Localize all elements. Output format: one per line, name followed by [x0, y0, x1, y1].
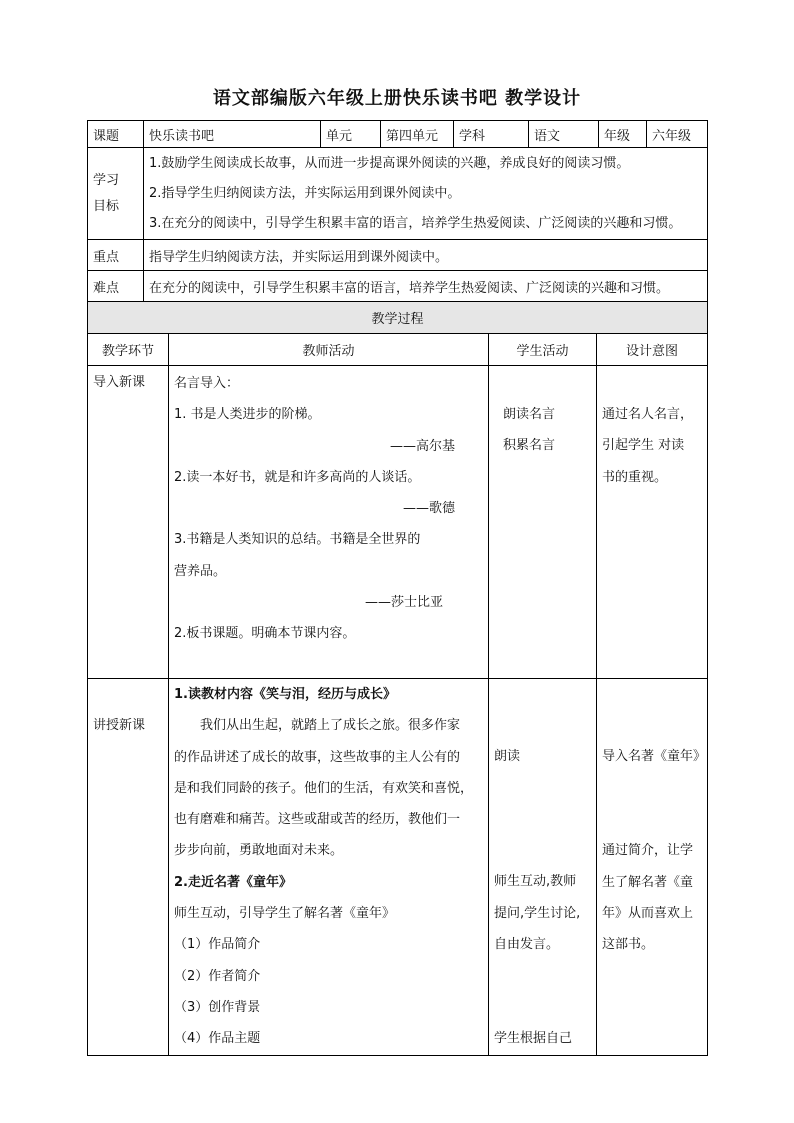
objective-item: 3.在充分的阅读中，引导学生积累丰富的语言，培养学生热爱阅读、广泛阅读的兴趣和习惯。	[149, 215, 682, 231]
text-line: 名言导入：	[174, 376, 240, 391]
quote-author: ——高尔基	[389, 438, 455, 454]
text-line: 积累名言	[503, 438, 556, 454]
text-line: 引起学生 对读	[602, 438, 685, 454]
lecture-teacher	[169, 679, 489, 1056]
section-heading: 1.读教材内容《笑与泪，经历与成长》	[174, 687, 396, 702]
topic-value: 快乐读书吧	[144, 121, 321, 148]
column-student: 学生活动	[489, 334, 597, 366]
text-line: 年》从而喜欢上	[602, 905, 694, 921]
text-line: 也有磨难和痛苦。这些或甜或苦的经历，教他们一	[174, 812, 461, 828]
text-line: 营养品。	[174, 563, 227, 579]
key-point-text: 指导学生归纳阅读方法，并实际运用到课外阅读中。	[144, 240, 708, 271]
quote-author: ——歌德	[402, 501, 455, 517]
intro-teacher	[169, 366, 489, 679]
spacer	[494, 772, 591, 866]
header-info-table	[87, 120, 708, 302]
lesson-plan-table	[87, 120, 707, 1056]
text-line: 通过名人名言，	[602, 407, 694, 422]
objectives-label-line1: 学习	[93, 172, 120, 188]
objective-item: 2.指导学生归纳阅读方法，并实际运用到课外阅读中。	[149, 185, 461, 201]
unit-label: 单元	[321, 121, 381, 148]
text-line: 师生互动，引导学生了解名著《童年》	[174, 906, 396, 922]
text-line: 2.板书课题。明确本节课内容。	[174, 626, 356, 642]
text-line: 导入名著《童年》	[602, 749, 707, 764]
grade-label: 年级	[599, 121, 647, 148]
text-line: （1）作品简介	[174, 937, 261, 953]
spacer	[494, 960, 591, 1023]
topic-label: 课题	[88, 121, 144, 148]
column-stage: 教学环节	[88, 334, 169, 366]
text-line: 3.书籍是人类知识的总结。书籍是全世界的	[174, 532, 421, 548]
lecture-stage-label: 讲授新课	[93, 718, 146, 733]
text-line: 师生互动,教师	[494, 874, 577, 890]
text-line: 1. 书是人类进步的阶梯。	[174, 407, 321, 423]
objectives-list	[144, 148, 708, 240]
quote-author: ——莎士比亚	[364, 595, 443, 611]
key-point-label: 重点	[88, 240, 144, 271]
intro-intent	[597, 366, 708, 679]
difficulty-label: 难点	[88, 271, 144, 302]
text-line: 学生根据自己	[494, 1031, 573, 1047]
text-line: 自由发言。	[494, 936, 560, 952]
text-line: （4）作品主题	[174, 1031, 261, 1047]
lecture-student	[489, 679, 597, 1056]
text-line: 生了解名著《童	[602, 874, 694, 890]
column-teacher: 教师活动	[169, 334, 489, 366]
text-line: （2）作者简介	[174, 968, 261, 984]
lecture-intent	[597, 679, 708, 1056]
text-line: 书的重视。	[602, 469, 668, 485]
text-line: （3）创作背景	[174, 999, 261, 1015]
objective-item: 1.鼓励学生阅读成长故事，从而进一步提高课外阅读的兴趣，养成良好的阅读习惯。	[149, 155, 630, 171]
text-line: 是和我们同龄的孩子。他们的生活，有欢笑和喜悦，	[174, 780, 474, 796]
process-heading: 教学过程	[88, 302, 708, 334]
text-line: 提问,学生讨论,	[494, 905, 581, 921]
lecture-stage	[88, 679, 169, 1056]
difficulty-text: 在充分的阅读中，引导学生积累丰富的语言，培养学生热爱阅读、广泛阅读的兴趣和习惯。	[144, 271, 708, 302]
text-line: 朗读	[494, 749, 521, 764]
intro-student	[489, 366, 597, 679]
intro-stage-label: 导入新课	[93, 375, 146, 390]
objectives-label-line2: 目标	[93, 198, 120, 214]
text-line: 这部书。	[602, 937, 655, 953]
section-heading: 2.走近名著《童年》	[174, 874, 292, 890]
process-table	[87, 301, 708, 1056]
subject-label: 学科	[454, 121, 529, 148]
spacer	[602, 772, 702, 835]
document-title: 语文部编版六年级上册快乐读书吧 教学设计	[212, 88, 582, 109]
unit-value: 第四单元	[381, 121, 454, 148]
text-line: 步步向前，勇敢地面对未来。	[174, 843, 344, 859]
intro-stage	[88, 366, 169, 679]
subject-value: 语文	[529, 121, 599, 148]
text-line: 通过简介，让学	[602, 843, 694, 859]
grade-value: 六年级	[647, 121, 708, 148]
text-line: 的作品讲述了成长的故事，这些故事的主人公有的	[174, 749, 461, 765]
text-line: 我们从出生起，就踏上了成长之旅。很多作家	[200, 718, 461, 734]
objectives-label	[88, 148, 144, 240]
text-line: 2.读一本好书，就是和许多高尚的人谈话。	[174, 469, 421, 485]
column-intent: 设计意图	[597, 334, 708, 366]
text-line: 朗读名言	[503, 407, 556, 422]
